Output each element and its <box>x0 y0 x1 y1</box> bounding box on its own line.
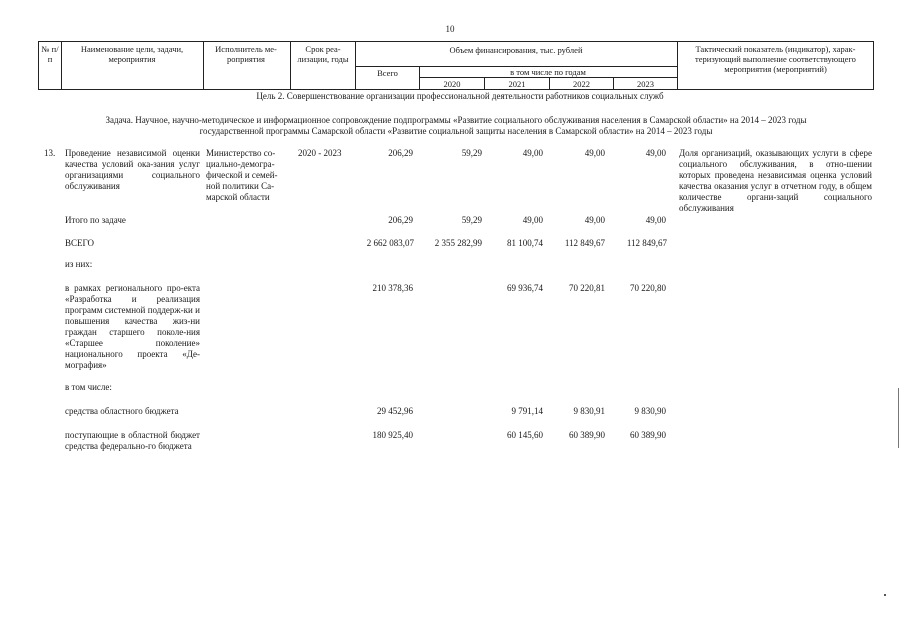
header-col-total: Всего <box>377 68 398 78</box>
row-2021: 49,00 <box>522 148 543 158</box>
row-name: Проведение независимой оценки качества условий ока-зания услуг организациями социального обслуживания <box>65 148 200 191</box>
row-total: 29 452,96 <box>377 406 413 416</box>
of-which-label: из них: <box>65 259 93 269</box>
header-year-2021: 2021 <box>508 79 526 89</box>
task-title-line2: государственной программы Самарской области «Развитие социальной защиты населения в Самарской области» на 2014 – 2023 годы <box>199 126 713 136</box>
including-label: в том числе: <box>65 382 112 392</box>
header-year-2020: 2020 <box>443 79 461 89</box>
header-col-by-years: в том числе по годам <box>510 67 586 77</box>
row-2023: 49,00 <box>645 148 666 158</box>
row-2021: 49,00 <box>522 215 543 225</box>
task-title-line1: Задача. Научное, научно-методическое и информационное сопровождение подпрограммы «Развитие социального обслуживания населения в Самарской области» на 2014 – 2023 годы <box>105 115 807 125</box>
row-label: в рамках регионального про-екта «Разработка и реализация программ системной поддерж-ки и повышения качества жиз-ни граждан старшего поколе-ния «Старшее поколение» национального проекта «Де-мография» <box>65 283 200 370</box>
row-total: 2 662 083,07 <box>366 238 414 248</box>
header-col-executor: Исполнитель ме-роприятия <box>215 44 277 64</box>
header-col-name: Наименование цели, задачи, мероприятия <box>80 44 184 64</box>
row-2022: 60 389,90 <box>569 430 605 440</box>
row-2022: 70 220,81 <box>569 283 605 293</box>
row-total: 206,29 <box>388 148 413 158</box>
row-2022: 49,00 <box>584 148 605 158</box>
row-total: 210 378,36 <box>372 283 413 293</box>
row-total: 180 925,40 <box>372 430 413 440</box>
row-label: Итого по задаче <box>65 215 126 225</box>
row-2020: 59,29 <box>461 148 482 158</box>
row-2023: 112 849,67 <box>626 238 667 248</box>
row-2020: 59,29 <box>461 215 482 225</box>
header-col-finance: Объем финансирования, тыс. рублей <box>449 45 583 55</box>
goal-title: Цель 2. Совершенствование организации профессиональной деятельности работников социальных служб <box>256 91 664 101</box>
row-label: поступающие в областной бюджет средства федерально-го бюджета <box>65 430 200 451</box>
row-2023: 49,00 <box>645 215 666 225</box>
row-label: средства областного бюджета <box>65 406 179 416</box>
row-executor: Министерство со-циально-демогра-фической и семей-ной политики Са-марской области <box>206 148 278 202</box>
header-col-number: № п/п <box>41 44 59 64</box>
row-2022: 112 849,67 <box>564 238 605 248</box>
row-2022: 49,00 <box>584 215 605 225</box>
header-col-indicator: Тактический показатель (индикатор), харак-теризующий выполнение соответствующего мероприятия (мероприятий) <box>695 44 856 74</box>
scan-edge-mark <box>898 388 899 448</box>
row-2023: 60 389,90 <box>630 430 666 440</box>
header-year-2023: 2023 <box>637 79 654 89</box>
row-label: ВСЕГО <box>65 238 94 248</box>
row-term: 2020 - 2023 <box>298 148 342 158</box>
row-2023: 9 830,90 <box>634 406 666 416</box>
header-year-2022: 2022 <box>573 79 590 89</box>
row-2021: 60 145,60 <box>507 430 543 440</box>
scan-dot <box>884 594 886 596</box>
row-number: 13. <box>44 148 56 158</box>
row-2022: 9 830,91 <box>573 406 605 416</box>
header-col-term: Срок реа-лизации, годы <box>297 44 349 64</box>
row-2021: 69 936,74 <box>507 283 543 293</box>
row-2021: 9 791,14 <box>511 406 543 416</box>
row-2023: 70 220,80 <box>630 283 666 293</box>
page-number: 10 <box>445 24 455 34</box>
row-2021: 81 100,74 <box>507 238 543 248</box>
row-2020: 2 355 282,99 <box>434 238 482 248</box>
row-total: 206,29 <box>388 215 413 225</box>
row-indicator: Доля организаций, оказывающих услуги в сфере социального обслуживания, в отно-шении которых проведена независимая оценка условий качества оказания услуг в отчетном году, в общем количестве органи-заций социального обслуживания <box>679 148 872 213</box>
